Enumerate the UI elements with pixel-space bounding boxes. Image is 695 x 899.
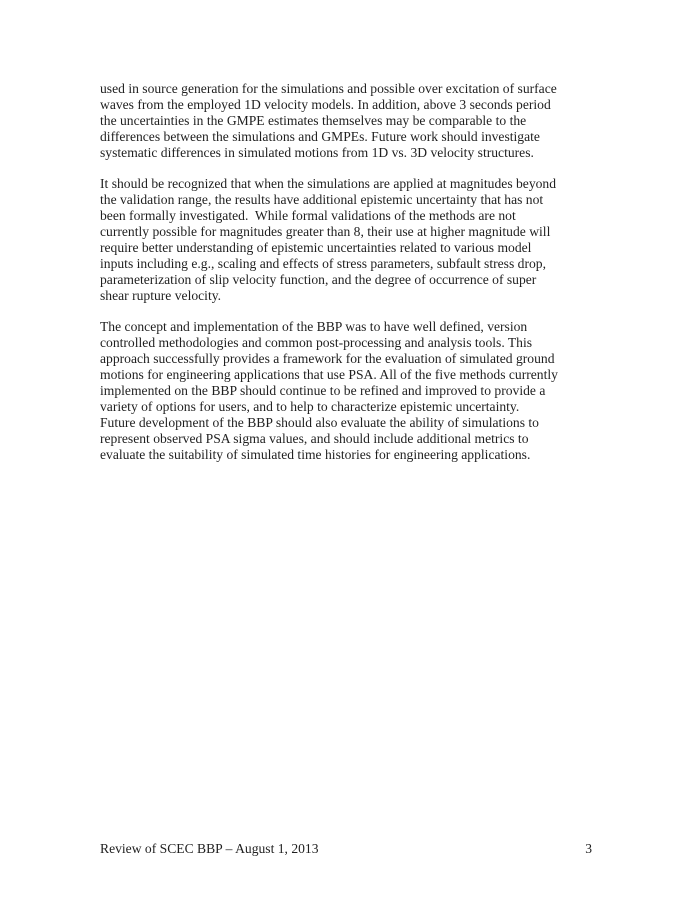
text-line: currently possible for magnitudes greater than 8, their use at higher magnitude will	[100, 224, 551, 239]
text-line: parameterization of slip velocity function, and the degree of occurrence of super	[100, 272, 537, 287]
paragraph-1	[100, 81, 600, 161]
text-line: controlled methodologies and common post-processing and analysis tools. This	[100, 335, 533, 350]
text-line: The concept and implementation of the BBP was to have well defined, version	[100, 319, 528, 334]
text-line: motions for engineering applications that use PSA. All of the five methods currently	[100, 367, 558, 382]
text-line: systematic differences in simulated motions from 1D vs. 3D velocity structures.	[100, 145, 534, 160]
footer-page-number: 3	[585, 841, 592, 856]
text-line: the uncertainties in the GMPE estimates themselves may be comparable to the	[100, 113, 527, 128]
text-line: variety of options for users, and to help to characterize epistemic uncertainty.	[100, 399, 520, 414]
text-line: evaluate the suitability of simulated time histories for engineering applications.	[100, 447, 531, 462]
footer-document-title: Review of SCEC BBP – August 1, 2013	[100, 841, 319, 856]
text-line: used in source generation for the simulations and possible over excitation of surface	[100, 81, 557, 96]
text-line: implemented on the BBP should continue to be refined and improved to provide a	[100, 383, 546, 398]
text-line: been formally investigated. While formal validations of the methods are not	[100, 208, 516, 223]
text-line: shear rupture velocity.	[100, 288, 222, 303]
paragraph-3	[100, 319, 600, 463]
text-line: inputs including e.g., scaling and effects of stress parameters, subfault stress drop,	[100, 256, 546, 271]
text-line: It should be recognized that when the simulations are applied at magnitudes beyond	[100, 176, 557, 191]
paragraph-2	[100, 176, 600, 304]
text-line: Future development of the BBP should also evaluate the ability of simulations to	[100, 415, 539, 430]
text-line: require better understanding of epistemic uncertainties related to various model	[100, 240, 532, 255]
text-line: waves from the employed 1D velocity models. In addition, above 3 seconds period	[100, 97, 551, 112]
text-line: represent observed PSA sigma values, and should include additional metrics to	[100, 431, 529, 446]
text-line: the validation range, the results have additional epistemic uncertainty that has not	[100, 192, 544, 207]
text-line: approach successfully provides a framework for the evaluation of simulated ground	[100, 351, 555, 366]
text-line: differences between the simulations and GMPEs. Future work should investigate	[100, 129, 540, 144]
page-footer	[100, 841, 594, 857]
page-body-text	[100, 81, 600, 463]
